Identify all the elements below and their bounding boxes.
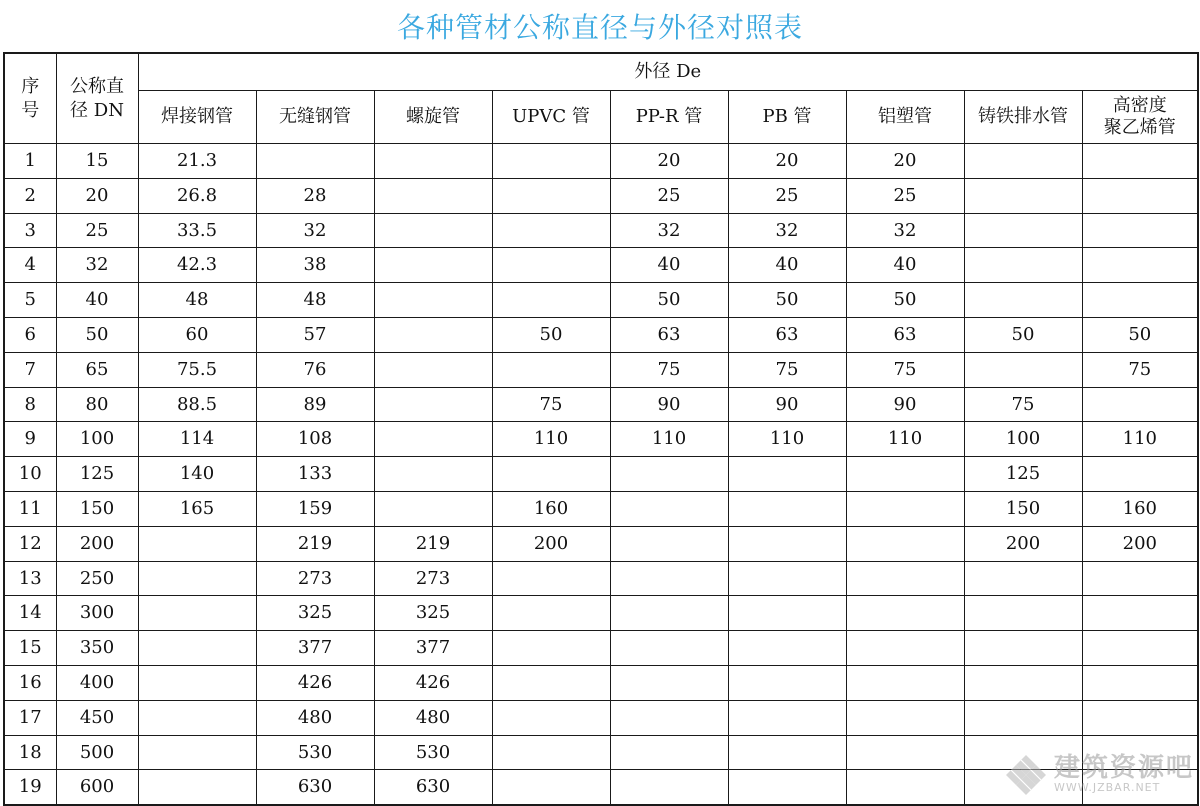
table-row: [4, 352, 1198, 387]
cell-seq: 14: [4, 596, 56, 631]
cell-outer-diameter: 63: [610, 317, 728, 352]
cell-outer-diameter: [610, 770, 728, 805]
header-pipe-type: 无缝钢管: [256, 91, 374, 144]
cell-outer-diameter: 75: [1082, 352, 1198, 387]
cell-outer-diameter: [846, 561, 964, 596]
cell-outer-diameter: 50: [964, 317, 1082, 352]
cell-outer-diameter: 426: [374, 665, 492, 700]
cell-outer-diameter: [374, 457, 492, 492]
cell-outer-diameter: 100: [964, 422, 1082, 457]
cell-dn: 50: [56, 317, 138, 352]
cell-dn: 250: [56, 561, 138, 596]
cell-seq: 7: [4, 352, 56, 387]
cell-outer-diameter: 75: [728, 352, 846, 387]
cell-outer-diameter: [610, 700, 728, 735]
cell-outer-diameter: [610, 631, 728, 666]
cell-outer-diameter: 50: [610, 283, 728, 318]
header-pipe-type: 铸铁排水管: [964, 91, 1082, 144]
cell-outer-diameter: [728, 561, 846, 596]
cell-outer-diameter: 219: [374, 526, 492, 561]
cell-outer-diameter: [492, 213, 610, 248]
cell-outer-diameter: 50: [492, 317, 610, 352]
cell-outer-diameter: [1082, 665, 1198, 700]
cell-outer-diameter: 110: [846, 422, 964, 457]
cell-dn: 600: [56, 770, 138, 805]
cell-outer-diameter: 76: [256, 352, 374, 387]
watermark: [1004, 753, 1194, 797]
cell-outer-diameter: 114: [138, 422, 256, 457]
cell-outer-diameter: [492, 178, 610, 213]
watermark-text: 建筑资源吧: [1053, 753, 1194, 784]
cell-outer-diameter: 50: [1082, 317, 1198, 352]
cell-outer-diameter: [1082, 213, 1198, 248]
pipe-diameter-table: [3, 52, 1199, 806]
cell-outer-diameter: [728, 665, 846, 700]
cell-outer-diameter: 89: [256, 387, 374, 422]
cell-seq: 9: [4, 422, 56, 457]
cell-outer-diameter: 75: [964, 387, 1082, 422]
cell-outer-diameter: 630: [374, 770, 492, 805]
cell-seq: 1: [4, 144, 56, 179]
cell-outer-diameter: 377: [374, 631, 492, 666]
cell-outer-diameter: [1082, 248, 1198, 283]
cell-outer-diameter: [846, 770, 964, 805]
cell-outer-diameter: 160: [1082, 491, 1198, 526]
cell-outer-diameter: 110: [1082, 422, 1198, 457]
cell-outer-diameter: [964, 561, 1082, 596]
cell-outer-diameter: [964, 248, 1082, 283]
cell-outer-diameter: [374, 283, 492, 318]
cell-outer-diameter: [964, 178, 1082, 213]
cell-outer-diameter: [492, 665, 610, 700]
header-pipe-type: 螺旋管: [374, 91, 492, 144]
header-pipe-type: PP-R 管: [610, 91, 728, 144]
cell-outer-diameter: [374, 248, 492, 283]
cell-dn: 32: [56, 248, 138, 283]
cell-outer-diameter: 325: [374, 596, 492, 631]
cell-outer-diameter: [1082, 387, 1198, 422]
cell-dn: 400: [56, 665, 138, 700]
cell-outer-diameter: 50: [728, 283, 846, 318]
header-pipe-type: 高密度 聚乙烯管: [1082, 91, 1198, 144]
cell-seq: 2: [4, 178, 56, 213]
cell-outer-diameter: 50: [846, 283, 964, 318]
cell-outer-diameter: 273: [374, 561, 492, 596]
cell-seq: 10: [4, 457, 56, 492]
cell-outer-diameter: [138, 735, 256, 770]
cell-outer-diameter: 377: [256, 631, 374, 666]
cell-outer-diameter: [374, 178, 492, 213]
cell-outer-diameter: [1082, 700, 1198, 735]
table-row: [4, 317, 1198, 352]
cell-dn: 100: [56, 422, 138, 457]
cell-outer-diameter: [610, 526, 728, 561]
cell-seq: 15: [4, 631, 56, 666]
diamond-logo-icon: [1004, 753, 1048, 797]
cell-outer-diameter: [728, 631, 846, 666]
header-outer-diameter: 外径 De: [138, 53, 1198, 91]
cell-outer-diameter: [846, 665, 964, 700]
cell-outer-diameter: [1082, 457, 1198, 492]
cell-outer-diameter: 530: [256, 735, 374, 770]
cell-outer-diameter: 25: [846, 178, 964, 213]
cell-outer-diameter: [610, 491, 728, 526]
table-row: [4, 631, 1198, 666]
cell-outer-diameter: [492, 700, 610, 735]
cell-dn: 200: [56, 526, 138, 561]
cell-outer-diameter: 33.5: [138, 213, 256, 248]
cell-seq: 12: [4, 526, 56, 561]
cell-outer-diameter: [492, 457, 610, 492]
cell-dn: 15: [56, 144, 138, 179]
cell-outer-diameter: [610, 665, 728, 700]
cell-outer-diameter: 426: [256, 665, 374, 700]
cell-outer-diameter: [374, 387, 492, 422]
page-title: 各种管材公称直径与外径对照表: [396, 11, 803, 44]
table-row: [4, 700, 1198, 735]
cell-outer-diameter: 630: [256, 770, 374, 805]
cell-outer-diameter: 108: [256, 422, 374, 457]
cell-seq: 17: [4, 700, 56, 735]
cell-outer-diameter: 48: [256, 283, 374, 318]
cell-dn: 500: [56, 735, 138, 770]
table-row: [4, 248, 1198, 283]
cell-outer-diameter: [138, 770, 256, 805]
cell-outer-diameter: 200: [964, 526, 1082, 561]
cell-outer-diameter: [964, 283, 1082, 318]
cell-outer-diameter: 40: [610, 248, 728, 283]
cell-seq: 6: [4, 317, 56, 352]
cell-outer-diameter: [138, 526, 256, 561]
cell-outer-diameter: [138, 631, 256, 666]
watermark-url: WWW.JZBAR.NET: [1053, 781, 1161, 795]
cell-outer-diameter: [846, 631, 964, 666]
header-pipe-type: UPVC 管: [492, 91, 610, 144]
table-row: [4, 491, 1198, 526]
table-row: [4, 457, 1198, 492]
cell-outer-diameter: [846, 526, 964, 561]
cell-seq: 3: [4, 213, 56, 248]
cell-outer-diameter: [846, 735, 964, 770]
table-row: [4, 561, 1198, 596]
cell-outer-diameter: [846, 700, 964, 735]
cell-outer-diameter: [846, 596, 964, 631]
cell-outer-diameter: [728, 491, 846, 526]
cell-dn: 40: [56, 283, 138, 318]
cell-outer-diameter: 20: [728, 144, 846, 179]
cell-outer-diameter: 32: [846, 213, 964, 248]
cell-outer-diameter: [610, 596, 728, 631]
cell-outer-diameter: [492, 561, 610, 596]
cell-outer-diameter: [964, 213, 1082, 248]
cell-outer-diameter: [374, 422, 492, 457]
cell-outer-diameter: 75: [846, 352, 964, 387]
cell-outer-diameter: 32: [610, 213, 728, 248]
cell-outer-diameter: [728, 457, 846, 492]
cell-dn: 300: [56, 596, 138, 631]
cell-outer-diameter: [138, 665, 256, 700]
cell-outer-diameter: 60: [138, 317, 256, 352]
cell-outer-diameter: 40: [846, 248, 964, 283]
header-pipe-type: PB 管: [728, 91, 846, 144]
cell-outer-diameter: 90: [728, 387, 846, 422]
cell-outer-diameter: [256, 144, 374, 179]
cell-outer-diameter: 63: [846, 317, 964, 352]
cell-outer-diameter: 48: [138, 283, 256, 318]
cell-seq: 11: [4, 491, 56, 526]
cell-outer-diameter: 325: [256, 596, 374, 631]
cell-outer-diameter: [728, 596, 846, 631]
cell-outer-diameter: [610, 561, 728, 596]
header-dn: 公称直 径 DN: [56, 53, 138, 144]
cell-outer-diameter: 219: [256, 526, 374, 561]
cell-outer-diameter: 38: [256, 248, 374, 283]
cell-seq: 18: [4, 735, 56, 770]
table-row: [4, 144, 1198, 179]
cell-seq: 13: [4, 561, 56, 596]
header-pipe-type: 铝塑管: [846, 91, 964, 144]
cell-outer-diameter: [492, 144, 610, 179]
cell-outer-diameter: 21.3: [138, 144, 256, 179]
cell-outer-diameter: 90: [846, 387, 964, 422]
table-row: [4, 213, 1198, 248]
table-row: [4, 596, 1198, 631]
cell-outer-diameter: [492, 248, 610, 283]
cell-outer-diameter: [374, 144, 492, 179]
header-seq: 序 号: [4, 53, 56, 144]
cell-outer-diameter: [964, 665, 1082, 700]
cell-outer-diameter: [728, 526, 846, 561]
cell-outer-diameter: [846, 457, 964, 492]
cell-outer-diameter: 75: [492, 387, 610, 422]
cell-outer-diameter: 125: [964, 457, 1082, 492]
cell-outer-diameter: 32: [256, 213, 374, 248]
cell-dn: 350: [56, 631, 138, 666]
cell-outer-diameter: [492, 283, 610, 318]
cell-outer-diameter: 57: [256, 317, 374, 352]
cell-outer-diameter: 40: [728, 248, 846, 283]
cell-outer-diameter: [374, 491, 492, 526]
cell-outer-diameter: [1082, 178, 1198, 213]
cell-dn: 80: [56, 387, 138, 422]
cell-outer-diameter: [964, 596, 1082, 631]
table-row: [4, 526, 1198, 561]
cell-seq: 5: [4, 283, 56, 318]
cell-outer-diameter: 150: [964, 491, 1082, 526]
table-row: [4, 422, 1198, 457]
cell-dn: 20: [56, 178, 138, 213]
cell-outer-diameter: [964, 631, 1082, 666]
cell-outer-diameter: 20: [846, 144, 964, 179]
cell-outer-diameter: [728, 735, 846, 770]
cell-outer-diameter: 110: [610, 422, 728, 457]
cell-outer-diameter: 26.8: [138, 178, 256, 213]
cell-seq: 4: [4, 248, 56, 283]
cell-outer-diameter: 133: [256, 457, 374, 492]
cell-outer-diameter: [1082, 596, 1198, 631]
cell-outer-diameter: [964, 352, 1082, 387]
cell-dn: 65: [56, 352, 138, 387]
cell-outer-diameter: [492, 631, 610, 666]
cell-outer-diameter: [1082, 283, 1198, 318]
cell-seq: 8: [4, 387, 56, 422]
cell-outer-diameter: 480: [256, 700, 374, 735]
cell-outer-diameter: 480: [374, 700, 492, 735]
cell-outer-diameter: [728, 770, 846, 805]
cell-outer-diameter: 32: [728, 213, 846, 248]
cell-outer-diameter: 159: [256, 491, 374, 526]
table-row: [4, 387, 1198, 422]
cell-outer-diameter: [492, 735, 610, 770]
table-row: [4, 178, 1198, 213]
cell-outer-diameter: 75.5: [138, 352, 256, 387]
cell-outer-diameter: 160: [492, 491, 610, 526]
cell-outer-diameter: [728, 700, 846, 735]
cell-dn: 25: [56, 213, 138, 248]
cell-outer-diameter: [374, 352, 492, 387]
cell-outer-diameter: [1082, 144, 1198, 179]
table-row: [4, 283, 1198, 318]
cell-outer-diameter: 200: [1082, 526, 1198, 561]
cell-outer-diameter: 165: [138, 491, 256, 526]
cell-outer-diameter: 200: [492, 526, 610, 561]
cell-outer-diameter: [610, 735, 728, 770]
cell-outer-diameter: 25: [728, 178, 846, 213]
cell-outer-diameter: 530: [374, 735, 492, 770]
cell-outer-diameter: 63: [728, 317, 846, 352]
cell-outer-diameter: 25: [610, 178, 728, 213]
cell-outer-diameter: [964, 700, 1082, 735]
cell-outer-diameter: 88.5: [138, 387, 256, 422]
cell-outer-diameter: 273: [256, 561, 374, 596]
cell-outer-diameter: [610, 457, 728, 492]
cell-dn: 450: [56, 700, 138, 735]
cell-outer-diameter: [138, 700, 256, 735]
cell-outer-diameter: [138, 596, 256, 631]
cell-outer-diameter: 20: [610, 144, 728, 179]
cell-outer-diameter: [964, 144, 1082, 179]
cell-dn: 125: [56, 457, 138, 492]
cell-outer-diameter: [1082, 561, 1198, 596]
cell-outer-diameter: [492, 352, 610, 387]
cell-outer-diameter: 110: [728, 422, 846, 457]
cell-outer-diameter: 75: [610, 352, 728, 387]
cell-outer-diameter: [374, 213, 492, 248]
cell-outer-diameter: 90: [610, 387, 728, 422]
cell-outer-diameter: 28: [256, 178, 374, 213]
header-pipe-type: 焊接钢管: [138, 91, 256, 144]
cell-outer-diameter: [846, 491, 964, 526]
cell-outer-diameter: 140: [138, 457, 256, 492]
cell-dn: 150: [56, 491, 138, 526]
table-row: [4, 665, 1198, 700]
cell-seq: 16: [4, 665, 56, 700]
cell-outer-diameter: [1082, 631, 1198, 666]
cell-seq: 19: [4, 770, 56, 805]
cell-outer-diameter: [492, 770, 610, 805]
cell-outer-diameter: [138, 561, 256, 596]
cell-outer-diameter: [374, 317, 492, 352]
cell-outer-diameter: 42.3: [138, 248, 256, 283]
cell-outer-diameter: [492, 596, 610, 631]
cell-outer-diameter: 110: [492, 422, 610, 457]
